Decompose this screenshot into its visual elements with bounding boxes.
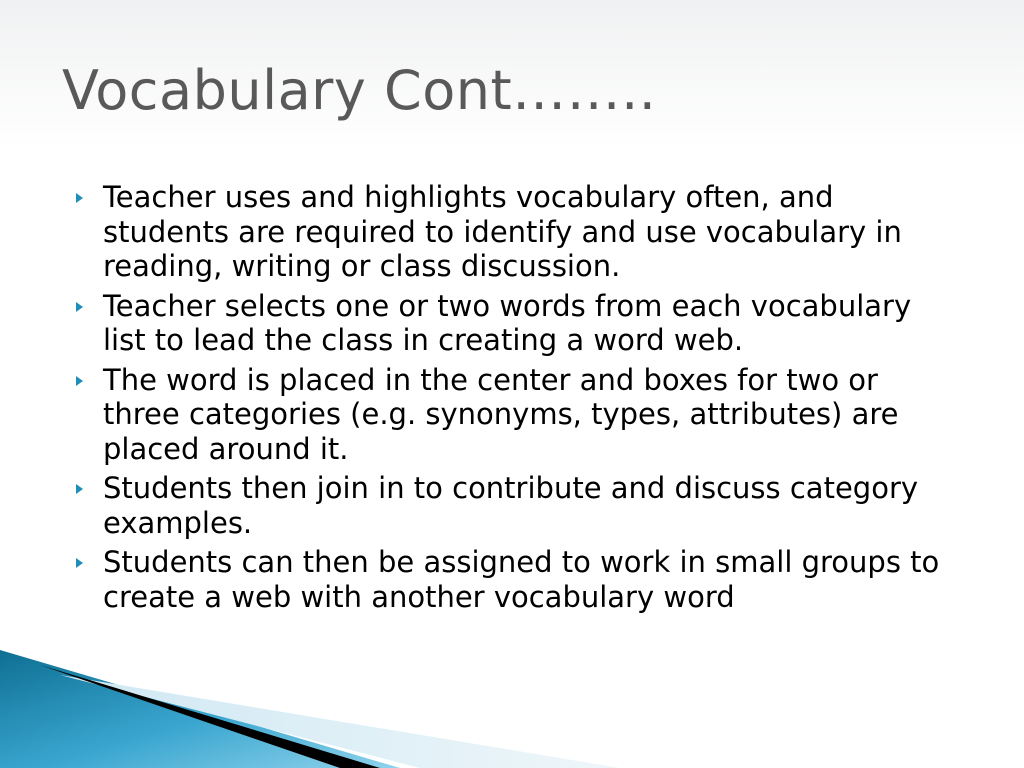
bullet-arrow-icon	[76, 484, 83, 494]
slide-title: Vocabulary Cont……..	[62, 59, 657, 122]
bullet-text: Teacher selects one or two words from each vocabulary list to lead the class in creating a word web.	[103, 288, 912, 357]
bullet-item	[72, 545, 952, 614]
bullet-text: Students can then be assigned to work in small groups to create a web with another vocabulary word	[103, 545, 940, 614]
bullet-item	[72, 180, 952, 284]
bullet-list	[72, 180, 952, 619]
bullet-arrow-icon	[76, 302, 83, 312]
bullet-arrow-icon	[76, 558, 83, 568]
bullet-item	[72, 471, 952, 540]
bullet-text: Students then join in to contribute and discuss category examples.	[103, 471, 919, 540]
bullet-item	[72, 363, 952, 467]
bullet-arrow-icon	[76, 376, 83, 386]
bullet-text: Teacher uses and highlights vocabulary often, and students are required to identify and use vocabulary in reading, writing or class discussion.	[103, 180, 902, 283]
bullet-arrow-icon	[76, 193, 83, 203]
bullet-text: The word is placed in the center and boxes for two or three categories (e.g. synonyms, types, attributes) are placed around it.	[103, 362, 899, 466]
bullet-item	[72, 289, 952, 358]
